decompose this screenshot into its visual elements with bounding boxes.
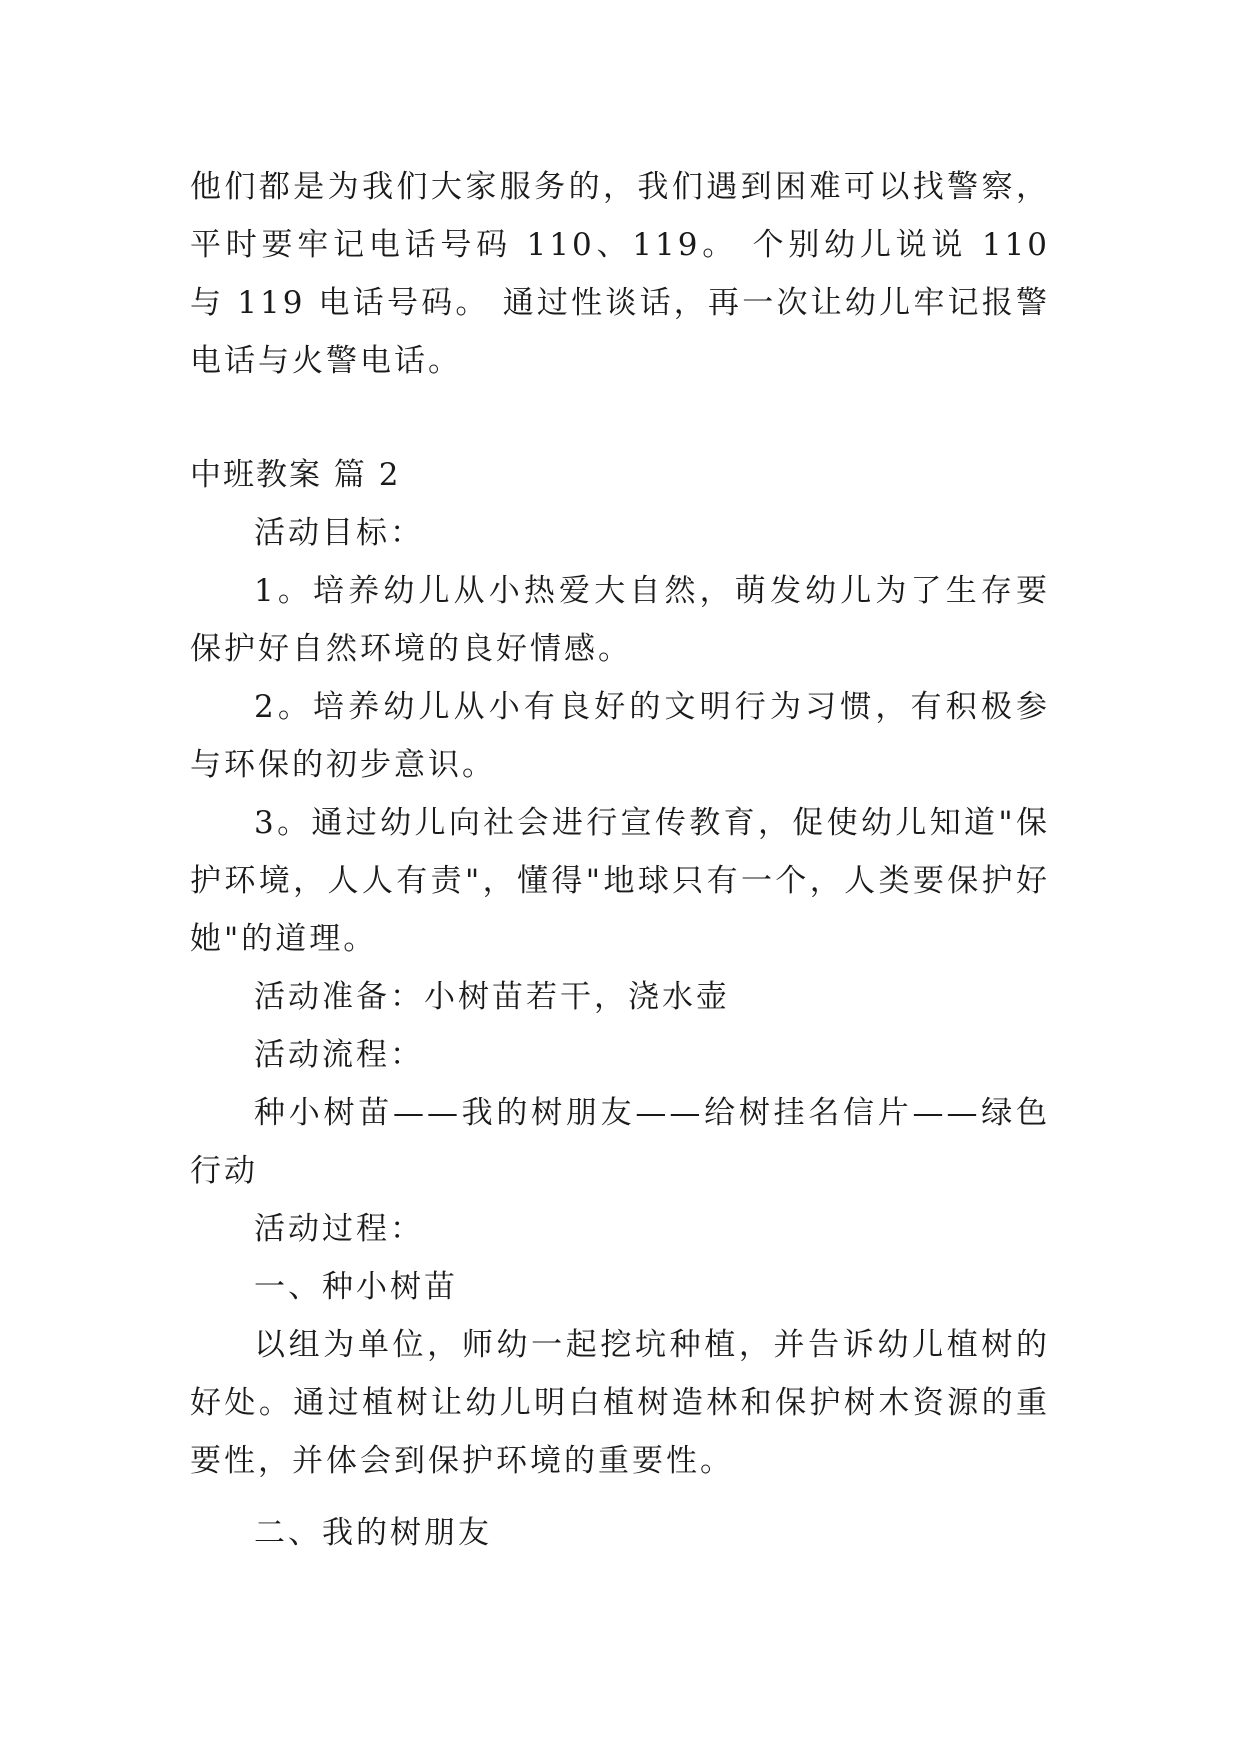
paragraph-goal-3: 3。通过幼儿向社会进行宣传教育，促使幼儿知道"保护环境，人人有责"，懂得"地球只有一个，人类要保护好她"的道理。	[190, 805, 1050, 957]
section-title: 中班教案 篇 2	[190, 457, 401, 493]
paragraph-goal-2: 2。培养幼儿从小有良好的文明行为习惯，有积极参与环保的初步意识。	[190, 689, 1050, 783]
paragraph-process-heading: 活动过程：	[254, 1211, 424, 1247]
paragraph-flow-heading: 活动流程：	[254, 1037, 424, 1073]
paragraph-step-1-body: 以组为单位，师幼一起挖坑种植，并告诉幼儿植树的好处。通过植树让幼儿明白植树造林和保护树木资源的重要性，并体会到保护环境的重要性。	[190, 1327, 1050, 1479]
paragraph-step-2-heading: 二、我的树朋友	[254, 1515, 492, 1551]
document-body-section	[190, 446, 1050, 1562]
document-body-top	[190, 158, 1050, 390]
paragraph-step-1-heading: 一、种小树苗	[254, 1269, 458, 1305]
paragraph-flow: 种小树苗——我的树朋友——给树挂名信片——绿色行动	[190, 1095, 1050, 1189]
paragraph-continuation: 他们都是为我们大家服务的，我们遇到困难可以找警察，平时要牢记电话号码 110、119。 个别幼儿说说 110 与 119 电话号码。 通过性谈话，再一次让幼儿牢记报警电话与火警电话。	[190, 169, 1050, 379]
paragraph-preparation: 活动准备：小树苗若干，浇水壶	[254, 979, 730, 1015]
paragraph-goal-1: 1。培养幼儿从小热爱大自然，萌发幼儿为了生存要保护好自然环境的良好情感。	[190, 573, 1050, 667]
paragraph-activity-goals-heading: 活动目标：	[254, 515, 424, 551]
